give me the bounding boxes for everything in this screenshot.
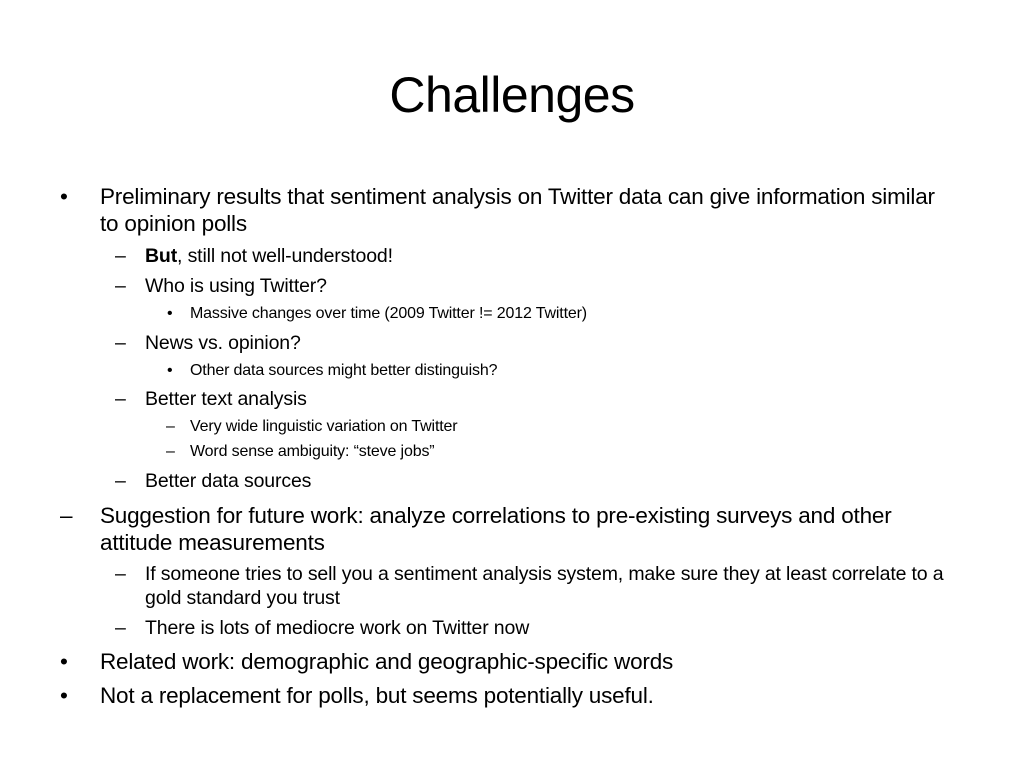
bullet-text: Related work: demographic and geographic-specific words: [100, 649, 674, 674]
bullet-text: Better data sources: [145, 470, 312, 492]
bullet-text: If someone tries to sell you a sentiment analysis system, make sure they at least correlate to a gold standard you trust: [145, 563, 944, 609]
dash-marker: –: [115, 388, 126, 410]
slide-title: Challenges: [389, 67, 635, 123]
dash-marker: –: [115, 563, 126, 585]
bullet-text: There is lots of mediocre work on Twitter now: [145, 617, 530, 639]
bullet-text: News vs. opinion?: [145, 332, 301, 354]
bullet-text: [145, 244, 945, 268]
bullet-marker: •: [60, 649, 68, 674]
dash-marker: –: [115, 275, 126, 297]
dash-marker: –: [60, 503, 73, 528]
dash-marker: –: [166, 418, 175, 435]
bold-text: But: [145, 245, 178, 267]
bullet-text: Massive changes over time (2009 Twitter != 2012 Twitter): [190, 305, 587, 322]
bullet-text: Better text analysis: [145, 388, 307, 410]
dash-marker: –: [115, 332, 126, 354]
bullet-text: Preliminary results that sentiment analysis on Twitter data can give information similar to opinion polls: [100, 184, 935, 236]
dash-marker: –: [115, 617, 126, 639]
bullet-marker: •: [60, 184, 68, 209]
dash-marker: –: [115, 245, 126, 267]
dash-marker: –: [166, 443, 175, 460]
bullet-text: Suggestion for future work: analyze correlations to pre-existing surveys and other attitude measurements: [100, 503, 892, 555]
bullet-marker: •: [60, 683, 68, 708]
bullet-text-rest: , still not well-understood!: [177, 245, 393, 267]
dash-marker: –: [115, 470, 126, 492]
bullet-text: Not a replacement for polls, but seems potentially useful.: [100, 683, 654, 708]
bullet-marker: •: [167, 362, 173, 379]
bullet-text: Very wide linguistic variation on Twitter: [190, 418, 458, 435]
bullet-text: Other data sources might better distinguish?: [190, 362, 498, 379]
bullet-text: Who is using Twitter?: [145, 275, 327, 297]
bullet-text: Word sense ambiguity: “steve jobs”: [190, 443, 435, 460]
bullet-marker: •: [167, 305, 173, 322]
